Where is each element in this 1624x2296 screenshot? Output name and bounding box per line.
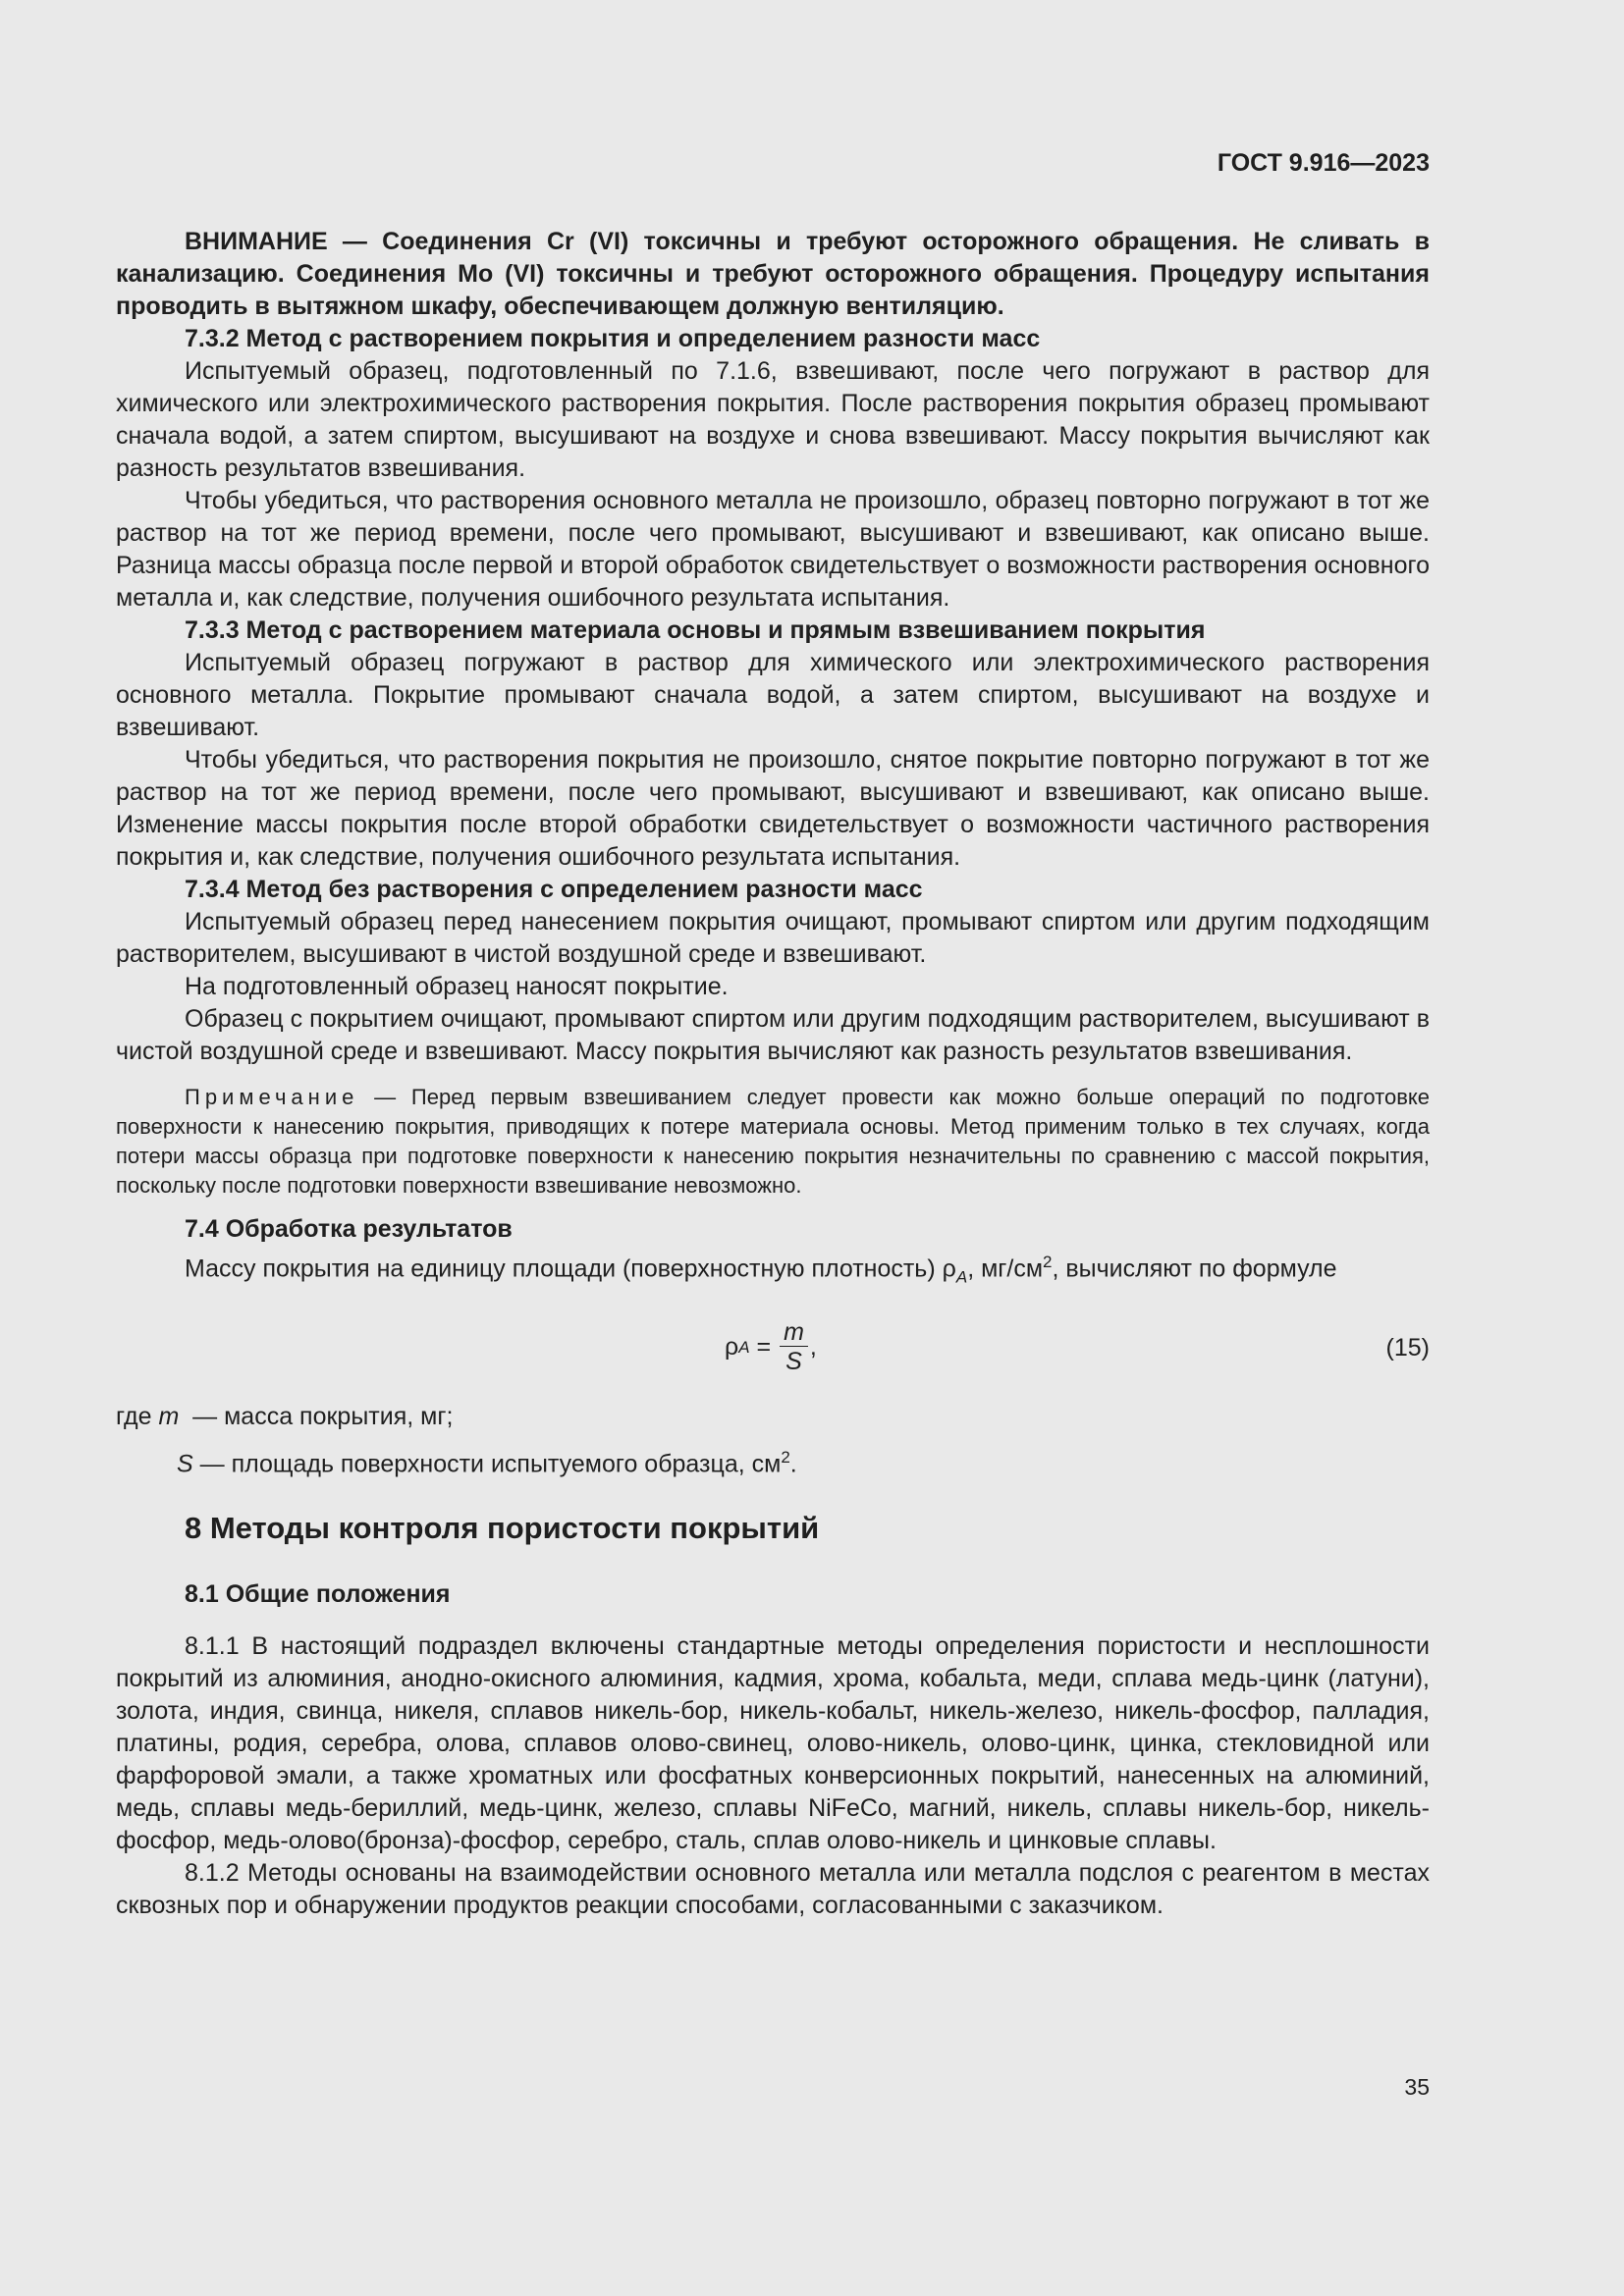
fraction-numerator: m <box>780 1318 808 1347</box>
superscript: 2 <box>781 1448 790 1468</box>
symbol-rho: ρ <box>942 1255 956 1283</box>
paragraph: 8.1.1 В настоящий подраздел включены стандартные методы определения пористости и несплошности покрытий из алюминия, анодно-окисного алюминия, кадмия, хрома, кобальта, меди, сплава медь-цинк (латуни), золота, индия, свинца, никеля, сплавов никель-бор, никель-кобальт, никель-железо, никель-фосфор, палладия, платины, родия, серебра, олова, сплавов олово-свинец, олово-никель, олово-цинк, цинка, стекловидной или фарфоровой эмали, а также хроматных или фосфатных конверсионных покрытий, нанесенных на алюминий, медь, сплавы медь-бериллий, медь-цинк, железо, сплавы NiFeCo, магний, никель, сплавы никель-бор, никель-фосфор, медь-олово(бронза)-фосфор, серебро, сталь, сплав олово-никель и цинковые сплавы. <box>116 1631 1430 1854</box>
heading-7-3-3: 7.3.3 Метод с растворением материала основы и прямым взвешиванием покрытия <box>185 616 1206 644</box>
fraction <box>780 1318 808 1376</box>
safety-warning: ВНИМАНИЕ — Соединения Cr (VI) токсичны и требуют осторожного обращения. Не сливать в канализацию. Соединения Mo (VI) токсичны и требуют осторожного обращения. Процедуру испытания проводить в вытяжном шкафу, обеспечивающем должную вентиляцию. <box>116 228 1430 320</box>
subscript: A <box>955 1267 968 1287</box>
heading-7-3-2: 7.3.2 Метод с растворением покрытия и определением разности масс <box>185 325 1041 352</box>
comma: , <box>809 1333 817 1362</box>
text-run: — масса покрытия, мг; <box>179 1403 454 1431</box>
paragraph: Испытуемый образец, подготовленный по 7.1.6, взвешивают, после чего погружают в раствор для химического или электрохимического растворения покрытия. После растворения покрытия образец промывают сначала водой, а затем спиртом, высушивают на воздухе и снова взвешивают. Массу покрытия вычисляют как разность результатов взвешивания. <box>116 357 1430 482</box>
document-body <box>116 226 1430 1922</box>
note <box>116 1083 1430 1201</box>
symbol-rho: ρ <box>725 1333 739 1362</box>
text-run: , мг/см <box>967 1255 1044 1283</box>
paragraph: Чтобы убедиться, что растворения покрытия не произошло, снятое покрытие повторно погружают в тот же раствор на тот же период времени, после чего промывают, высушивают и взвешивают, как описано выше. Изменение массы покрытия после второй обработки свидетельствует о возможности частичного растворения покрытия и, как следствие, получения ошибочного результата испытания. <box>116 746 1430 871</box>
paragraph: Испытуемый образец погружают в раствор для химического или электрохимического растворения основного металла. Покрытие промывают сначала водой, а затем спиртом, высушивают на воздухе и взвешивают. <box>116 649 1430 741</box>
document-header: ГОСТ 9.916—2023 <box>1217 149 1430 177</box>
paragraph: Чтобы убедиться, что растворения основного металла не произошло, образец повторно погружают в тот же раствор на тот же период времени, после чего промывают, высушивают и взвешивают, как описано выше. Разница массы образца после первой и второй обработок свидетельствует о возможности растворения основного металла и, как следствие, получения ошибочного результата испытания. <box>116 487 1430 612</box>
equation-number: (15) <box>1385 1334 1430 1362</box>
heading-7-3-4: 7.3.4 Метод без растворения с определением разности масс <box>185 876 923 903</box>
where-s <box>116 1441 1430 1480</box>
formula-expression <box>725 1318 817 1376</box>
page-number: 35 <box>1404 2074 1430 2100</box>
paragraph: На подготовленный образец наносят покрытие. <box>185 973 729 1000</box>
paragraph: Образец с покрытием очищают, промывают спиртом или другим подходящим растворителем, высушивают в чистой воздушной среде и взвешивают. Массу покрытия вычисляют как разность результатов взвешивания. <box>116 1005 1430 1065</box>
note-text: — Перед первым взвешиванием следует провести как можно больше операций по подготовке поверхности к нанесению покрытия, приводящих к потере материала основы. Метод применим только в тех случаях, когда потери массы образца при подготовке поверхности к нанесению покрытия незначительны по сравнению с массой покрытия, поскольку после подготовки поверхности взвешивание невозможно. <box>116 1085 1430 1198</box>
note-label: Примечание <box>185 1085 359 1109</box>
text-run: Массу покрытия на единицу площади (поверхностную плотность) <box>185 1255 943 1283</box>
document-page <box>116 0 1430 2296</box>
where-m <box>116 1401 1430 1433</box>
heading-8: 8 Методы контроля пористости покрытий <box>185 1510 820 1545</box>
heading-7-4: 7.4 Обработка результатов <box>185 1215 513 1243</box>
paragraph: 8.1.2 Методы основаны на взаимодействии основного металла или металла подслоя с реагентом в местах сквозных пор и обнаружении продуктов реакции способами, согласованными с заказчиком. <box>116 1858 1430 1919</box>
formula-15 <box>116 1295 1430 1401</box>
equals-sign: = <box>749 1333 779 1362</box>
fraction-denominator: S <box>785 1348 802 1376</box>
text-run: где <box>116 1403 159 1431</box>
text-run: — площадь поверхности испытуемого образца, см <box>192 1450 782 1478</box>
text-run: , вычисляют по формуле <box>1052 1255 1337 1283</box>
variable-m: m <box>158 1403 180 1431</box>
text-run: . <box>789 1450 797 1478</box>
superscript: 2 <box>1043 1253 1053 1271</box>
subscript: A <box>738 1338 750 1358</box>
paragraph-formula-intro <box>116 1246 1430 1293</box>
heading-8-1: 8.1 Общие положения <box>185 1579 451 1608</box>
paragraph: Испытуемый образец перед нанесением покрытия очищают, промывают спиртом или другим подходящим растворителем, высушивают в чистой воздушной среде и взвешивают. <box>116 908 1430 968</box>
variable-s: S <box>177 1450 193 1478</box>
